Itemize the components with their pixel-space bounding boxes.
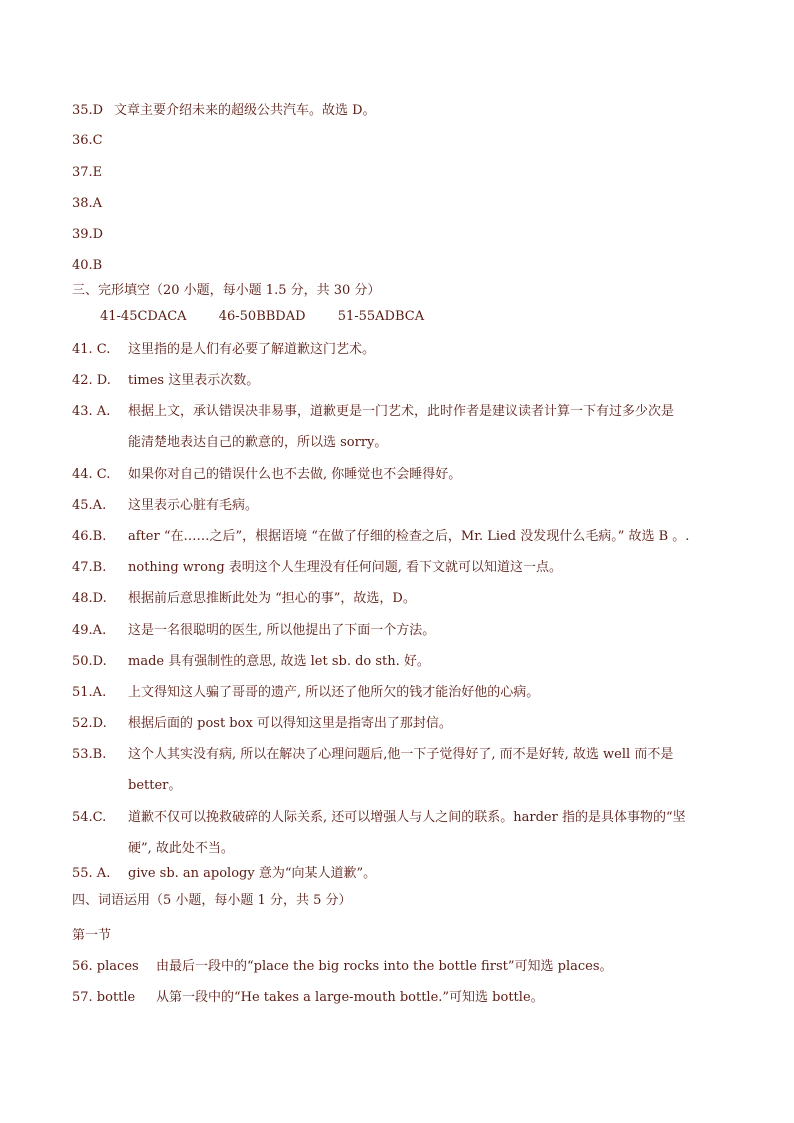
answer-explanation-line-1: 根据上文，承认错误决非易事，道歉更是一门艺术，此时作者是建议读者计算一下有过多少次是 [128, 404, 675, 419]
answer-38: 38.A [72, 196, 103, 211]
answer-explanation-line-1: 道歉不仅可以挽救破碎的人际关系, 还可以增强人与人之间的联系。harder 指的是具体事物的“坚 [128, 810, 686, 825]
answer-explanation-line-2: 能清楚地表达自己的歉意的，所以选 sorry。 [128, 435, 388, 450]
answer-number: 57. bottle [72, 990, 136, 1005]
answer-explanation: 上文得知这人骗了哥哥的遗产, 所以还了他所欠的钱才能治好他的心病。 [128, 685, 540, 700]
answer-explanation-line-2: better。 [128, 778, 182, 793]
answer-explanation: 这里表示心脏有毛病。 [128, 498, 259, 513]
answer-number: 45.A. [72, 498, 107, 513]
answer-number: 43. A. [72, 404, 111, 419]
answer-number: 51.A. [72, 685, 107, 700]
answer-explanation: 文章主要介绍未来的超级公共汽车。故选 D。 [114, 103, 376, 118]
answer-number: 47.B. [72, 560, 107, 575]
answer-number: 53.B. [72, 747, 107, 762]
answer-number: 50.D. [72, 654, 107, 669]
section-3-heading: 三、完形填空（20 小题，每小题 1.5 分，共 30 分） [72, 283, 381, 298]
answer-key-group: 41-45CDACA [100, 309, 187, 324]
answer-number: 56. places [72, 959, 139, 974]
answer-40: 40.B [72, 258, 103, 273]
answer-explanation: 如果你对自己的错误什么也不去做, 你睡觉也不会睡得好。 [128, 467, 462, 482]
vocab-57 [72, 988, 544, 1008]
answer-key-group: 51-55ADBCA [337, 309, 425, 324]
answer-number: 41. C. [72, 342, 111, 357]
vocab-56 [72, 957, 613, 977]
answer-explanation: 根据前后意思推断此处为 “担心的事”，故选，D。 [128, 591, 416, 606]
answer-number: 48.D. [72, 591, 107, 606]
answer-number: 35.D [72, 103, 104, 118]
answer-number: 42. D. [72, 373, 111, 388]
answer-37: 37.E [72, 165, 103, 180]
answer-explanation: give sb. an apology 意为“向某人道歉”。 [128, 866, 377, 881]
answer-key-group: 46-50BBDAD [218, 309, 306, 324]
answer-number: 46.B. [72, 529, 107, 544]
answer-explanation-line-2: 硬”, 故此处不当。 [128, 841, 234, 856]
answer-number: 55. A. [72, 866, 111, 881]
answer-explanation: 从第一段中的“He takes a large-mouth bottle.”可知选 bottle。 [156, 990, 544, 1005]
answer-explanation: 由最后一段中的“place the big rocks into the bottle first”可知选 places。 [156, 959, 613, 974]
answer-explanation-line-1: 这个人其实没有病, 所以在解决了心理问题后,他一下子觉得好了, 而不是好转, 故选 well 而不是 [128, 747, 674, 762]
answer-explanation: 这是一名很聪明的医生, 所以他提出了下面一个方法。 [128, 623, 436, 638]
answer-36: 36.C [72, 133, 103, 148]
section-4-heading: 四、词语运用（5 小题，每小题 1 分，共 5 分） [72, 893, 352, 908]
answer-explanation: times 这里表示次数。 [128, 373, 260, 388]
answer-explanation: 根据后面的 post box 可以得知这里是指寄出了那封信。 [128, 716, 452, 731]
answer-number: 52.D. [72, 716, 107, 731]
answer-number: 44. C. [72, 467, 111, 482]
section-4-part-title: 第一节 [72, 928, 112, 943]
answer-number: 49.A. [72, 623, 107, 638]
answer-explanation: 这里指的是人们有必要了解道歉这门艺术。 [128, 342, 376, 357]
answer-39: 39.D [72, 227, 104, 242]
answer-number: 54.C. [72, 810, 107, 825]
answer-explanation: after “在……之后”，根据语境 “在做了仔细的检查之后，Mr. Lied 没发现什么毛病。” 故选 B 。. [128, 529, 690, 544]
answer-explanation: nothing wrong 表明这个人生理没有任何问题, 看下文就可以知道这一点。 [128, 560, 563, 575]
cloze-answer-keys [100, 307, 452, 327]
answer-explanation: made 具有强制性的意思, 故选 let sb. do sth. 好。 [128, 654, 430, 669]
